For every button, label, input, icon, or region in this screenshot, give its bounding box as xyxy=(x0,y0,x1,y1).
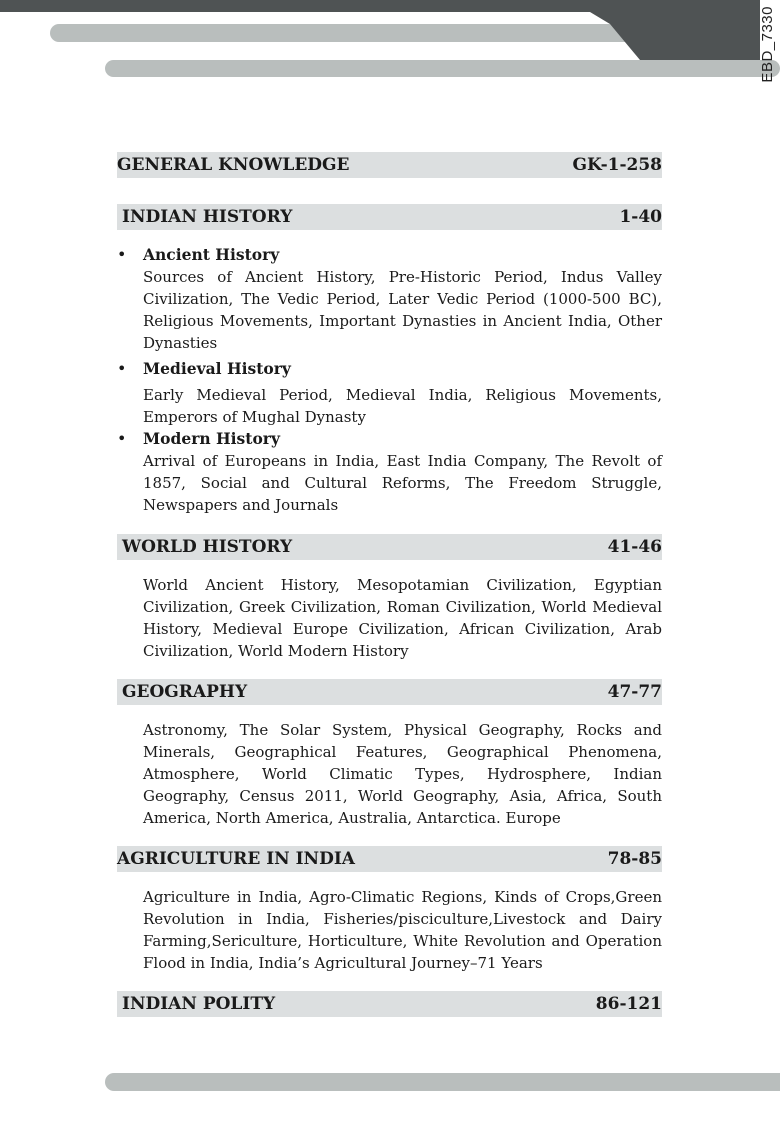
section-title: INDIAN POLITY xyxy=(122,994,276,1014)
topic-title: Medieval History xyxy=(143,359,291,378)
bullet-icon: • xyxy=(117,359,127,378)
toc-header-band xyxy=(117,152,662,178)
toc-title: GENERAL KNOWLEDGE xyxy=(117,155,350,175)
topic-ancient-history xyxy=(117,244,662,354)
section-indian-polity xyxy=(117,991,662,1017)
bullet-icon: • xyxy=(117,429,127,448)
footer-decoration xyxy=(0,1066,780,1096)
bullet-icon: • xyxy=(117,245,127,264)
section-text: Astronomy, The Solar System, Physical Geography, Rocks and Minerals, Geographical Features, Geographical Phenomena, Atmosphere, World Climatic Types, Hydrosphere, Indian Geography, Census 2011, World Geography, Asia, Africa, South America, North America, Australia, Antarctica. Europe xyxy=(143,721,662,827)
topic-medieval-history xyxy=(117,358,662,428)
topic-title: Modern History xyxy=(143,429,280,448)
table-of-contents xyxy=(117,152,662,1017)
section-title: AGRICULTURE IN INDIA xyxy=(117,849,355,869)
toc-pages: GK-1-258 xyxy=(572,155,662,175)
topic-text: Early Medieval Period, Medieval India, Religious Movements, Emperors of Mughal Dynasty xyxy=(143,386,662,426)
section-title: INDIAN HISTORY xyxy=(122,207,293,227)
section-indian-history xyxy=(117,204,662,230)
section-pages: 78-85 xyxy=(607,849,662,869)
section-text: Agriculture in India, Agro-Climatic Regions, Kinds of Crops,Green Revolution in India, Fisheries/pisciculture,Livestock and Dairy Farming,Sericulture, Horticulture, White Revolution and Operation Flood in India, India’s Agricultural Journey–71 Years xyxy=(143,888,662,972)
section-text: World Ancient History, Mesopotamian Civilization, Egyptian Civilization, Greek Civilization, Roman Civilization, World Medieval History, Medieval Europe Civilization, African Civilization, Arab Civilization, World Modern History xyxy=(143,576,662,660)
section-pages: 41-46 xyxy=(607,537,662,557)
topic-text: Sources of Ancient History, Pre-Historic Period, Indus Valley Civilization, The Vedic Period, Later Vedic Period (1000-500 BC), Religious Movements, Important Dynasties in Ancient India, Other Dynasties xyxy=(143,268,662,352)
topic-title: Ancient History xyxy=(143,245,280,264)
section-title: GEOGRAPHY xyxy=(122,682,248,702)
section-pages: 86-121 xyxy=(595,994,662,1014)
section-geography xyxy=(117,679,662,705)
section-agriculture xyxy=(117,846,662,872)
header-decoration xyxy=(0,0,780,80)
topic-text: Arrival of Europeans in India, East India Company, The Revolt of 1857, Social and Cultural Reforms, The Freedom Struggle, Newspapers and Journals xyxy=(143,452,662,514)
book-code: EBD_7330 xyxy=(759,6,776,83)
section-title: WORLD HISTORY xyxy=(122,537,293,557)
section-pages: 1-40 xyxy=(619,207,662,227)
topic-modern-history xyxy=(117,428,662,516)
section-world-history xyxy=(117,534,662,560)
section-pages: 47-77 xyxy=(607,682,662,702)
